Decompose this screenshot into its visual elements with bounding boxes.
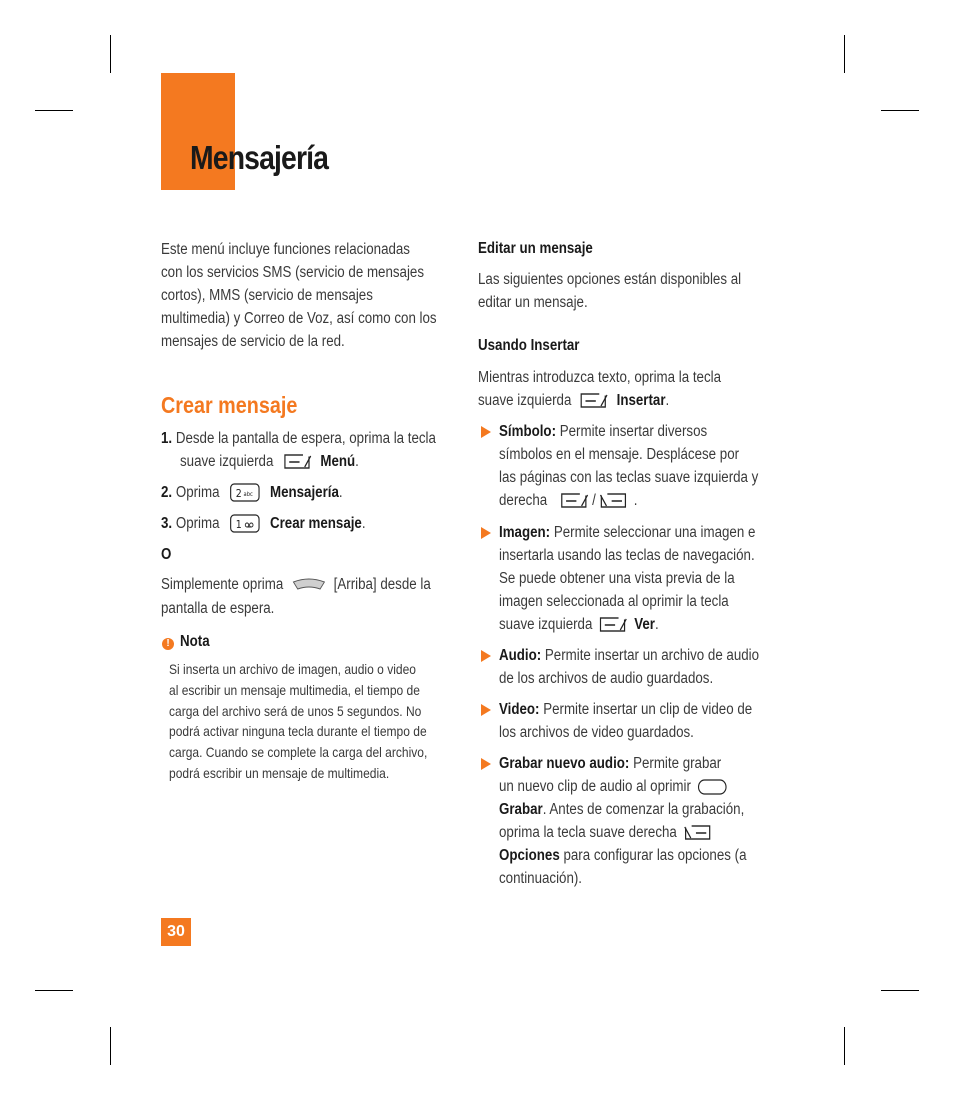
key-1-voicemail-icon xyxy=(230,514,261,534)
simbolo-item: Símbolo: Permite insertar diversos símbolos en el mensaje. Desplácese por las páginas con las teclas suave izquierda y derecha / . xyxy=(499,423,759,509)
note-line: Si inserta un archivo de imagen, audio o video xyxy=(169,661,416,677)
usando-text: suave izquierda xyxy=(478,392,572,409)
warning-icon: ! xyxy=(162,638,174,650)
item-text: imagen seleccionada al oprimir la tecla xyxy=(499,593,729,610)
video-item xyxy=(499,698,752,744)
item-text: Permite insertar un archivo de audio xyxy=(544,647,760,664)
svg-text:2: 2 xyxy=(236,487,243,501)
crop-mark xyxy=(35,110,73,111)
item-text: Permite seleccionar una imagen e xyxy=(553,524,756,541)
intro-line: con los servicios SMS (servicio de mensajes xyxy=(161,264,424,281)
intro-line: Este menú incluye funciones relacionadas xyxy=(161,241,410,258)
step-3 xyxy=(161,512,366,535)
editar-heading: Editar un mensaje xyxy=(478,240,593,257)
intro-line: mensajes de servicio de la red. xyxy=(161,333,345,350)
right-soft-key-icon xyxy=(598,492,627,510)
left-soft-key-icon xyxy=(284,453,313,471)
item-text: continuación). xyxy=(499,870,583,887)
step-number: 2. xyxy=(161,484,173,501)
period: . xyxy=(355,453,359,470)
item-label: Audio: xyxy=(499,647,542,664)
key-2-abc-icon xyxy=(230,483,261,503)
simple-text: [Arriba] desde la xyxy=(333,576,431,593)
item-text: de los archivos de audio guardados. xyxy=(499,670,714,687)
left-soft-key-icon xyxy=(561,492,590,510)
step-text: Desde la pantalla de espera, oprima la tecla xyxy=(175,430,436,447)
intro-paragraph xyxy=(161,238,437,353)
left-soft-key-icon xyxy=(580,392,609,410)
note-body xyxy=(169,659,453,784)
item-text: derecha xyxy=(499,492,548,509)
crear-mensaje-label: Crear mensaje xyxy=(269,515,362,532)
step-2 xyxy=(161,481,343,504)
menu-label: Menú xyxy=(320,453,356,470)
item-text: para configurar las opciones (a xyxy=(563,847,747,864)
bullet-arrow-icon xyxy=(481,426,491,438)
usando-heading: Usando Insertar xyxy=(478,337,580,354)
step-text: suave izquierda xyxy=(180,453,274,470)
svg-text:abc: abc xyxy=(243,491,254,499)
item-text: Se puede obtener una vista previa de la xyxy=(499,570,735,587)
insertar-label: Insertar xyxy=(616,392,666,409)
audio-item xyxy=(499,644,759,690)
step-number: 3. xyxy=(161,515,173,532)
page-title: Mensajería xyxy=(190,139,329,176)
item-text: símbolos en el mensaje. Desplácese por xyxy=(499,446,740,463)
step-1-line2 xyxy=(180,450,359,473)
imagen-item: Imagen: Permite seleccionar una imagen e insertarla usando las teclas de navegación. Se puede obtener una vista previa de la imagen seleccionada al oprimir la tecla suave izquierda Ver. xyxy=(499,524,756,633)
crop-mark xyxy=(35,990,73,991)
simple-text: Simplemente oprima xyxy=(161,576,284,593)
intro-line: cortos), MMS (servicio de mensajes xyxy=(161,287,373,304)
note-line: podrá escribir un mensaje de multimedia. xyxy=(169,764,390,781)
item-text: Permite insertar un clip de video de xyxy=(543,701,753,718)
step-text: Oprima xyxy=(175,484,220,501)
usando-line2: suave izquierda Insertar. xyxy=(478,392,670,409)
simple-line1 xyxy=(161,573,431,596)
item-label: Imagen: xyxy=(499,524,551,541)
crop-mark xyxy=(844,35,845,73)
editar-line: Las siguientes opciones están disponibles al xyxy=(478,271,742,288)
note-heading: Nota xyxy=(180,633,210,650)
crop-mark xyxy=(881,990,919,991)
crop-mark xyxy=(881,110,919,111)
left-soft-key-icon xyxy=(600,616,629,634)
simple-line2: pantalla de espera. xyxy=(161,600,275,617)
item-label: Símbolo: xyxy=(499,423,557,440)
bullet-arrow-icon xyxy=(481,704,491,716)
item-text: un nuevo clip de audio al oprimir xyxy=(499,778,691,795)
editar-line: editar un mensaje. xyxy=(478,294,588,311)
step-1 xyxy=(161,427,436,450)
item-label: Grabar nuevo audio: xyxy=(499,755,630,772)
item-text: . Antes de comenzar la grabación, xyxy=(542,801,745,818)
note-line: al escribir un mensaje multimedia, el tiempo de xyxy=(169,681,420,698)
navigation-up-key-icon xyxy=(292,577,326,593)
period: . xyxy=(361,515,366,532)
crop-mark xyxy=(844,1027,845,1065)
opciones-label: Opciones xyxy=(499,847,560,864)
section-heading-crear: Crear mensaje xyxy=(161,392,298,418)
ver-label: Ver xyxy=(634,616,655,633)
page-number: 30 xyxy=(161,918,191,946)
step-number: 1. xyxy=(161,430,173,447)
item-text: oprima la tecla suave derecha xyxy=(499,824,677,841)
item-label: Video: xyxy=(499,701,540,718)
grabar-label: Grabar xyxy=(499,801,543,818)
crop-mark xyxy=(110,35,111,73)
usando-line1: Mientras introduzca texto, oprima la tecla xyxy=(478,369,722,386)
mensajeria-label: Mensajería xyxy=(269,484,339,501)
svg-text:1: 1 xyxy=(236,518,243,532)
item-text: suave izquierda xyxy=(499,616,593,633)
note-line: carga. Cuando se complete la carga del archivo, xyxy=(169,744,428,761)
grabar-item xyxy=(499,752,746,890)
item-text: Permite grabar xyxy=(633,755,722,772)
step-text: Oprima xyxy=(175,515,220,532)
item-text: los archivos de video guardados. xyxy=(499,724,694,741)
bullet-arrow-icon xyxy=(481,527,491,539)
right-soft-key-icon xyxy=(682,824,711,842)
or-separator: O xyxy=(161,546,172,563)
item-text: Permite insertar diversos xyxy=(559,423,708,440)
intro-line: multimedia) y Correo de Voz, así como con los xyxy=(161,310,437,327)
ok-center-key-icon xyxy=(698,778,729,796)
note-line: carga del archivo será de unos 5 segundos. No xyxy=(169,702,422,719)
period: . xyxy=(338,484,343,501)
item-text: insertarla usando las teclas de navegación. xyxy=(499,547,755,564)
item-text: las páginas con las teclas suave izquierda y xyxy=(499,469,759,486)
bullet-arrow-icon xyxy=(481,650,491,662)
editar-paragraph xyxy=(478,268,741,314)
bullet-arrow-icon xyxy=(481,758,491,770)
crop-mark xyxy=(110,1027,111,1065)
note-line: podrá activar ninguna tecla durante el tiempo de xyxy=(169,723,427,740)
